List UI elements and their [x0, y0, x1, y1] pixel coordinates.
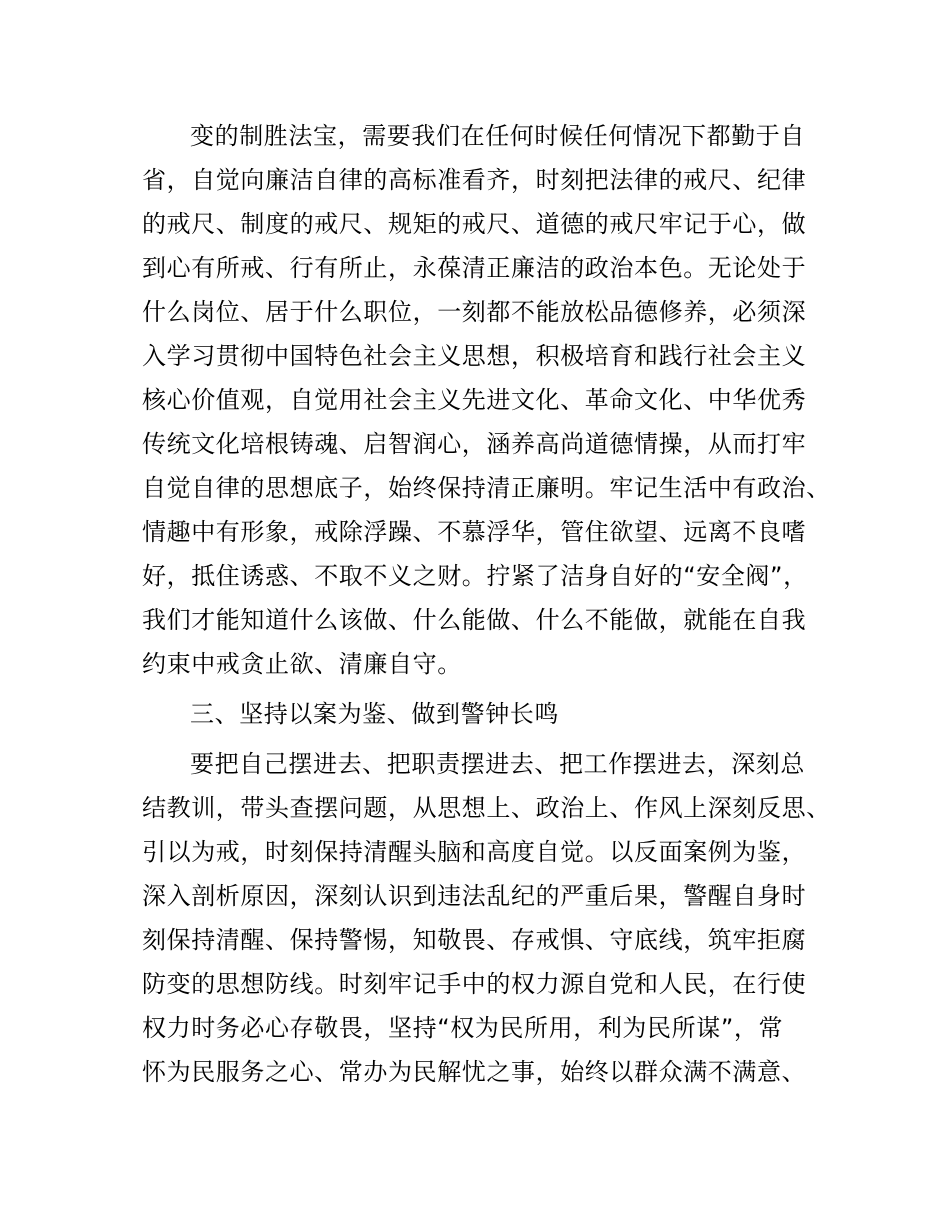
paragraph-line: 好，抵住诱惑、不取不义之财。拧紧了洁身自好的“安全阀”，: [142, 562, 808, 590]
paragraph-line: 到心有所戒、行有所止，永葆清正廉洁的政治本色。无论处于: [142, 254, 807, 282]
paragraph-line: 深入剖析原因，深刻认识到违法乱纪的严重后果，警醒自身时: [142, 882, 807, 910]
paragraph-line: 传统文化培根铸魂、启智润心，涵养高尚道德情操，从而打牢: [142, 430, 807, 458]
paragraph-line: 我们才能知道什么该做、什么能做、什么不能做，就能在自我: [142, 606, 807, 634]
paragraph-line: 怀为民服务之心、常办为民解忧之事，始终以群众满不满意、: [142, 1058, 807, 1086]
paragraph-line: 权力时务必心存敬畏，坚持“权为民所用，利为民所谋”，常: [142, 1014, 784, 1042]
paragraph-line: 情趣中有形象，戒除浮躁、不慕浮华，管住欲望、远离不良嗜: [142, 518, 807, 546]
paragraph-line: 什么岗位、居于什么职位，一刻都不能放松品德修养，必须深: [142, 298, 807, 326]
paragraph-line: 约束中戒贪止欲、清廉自守。: [142, 650, 462, 678]
paragraph-line: 变的制胜法宝，需要我们在任何时候任何情况下都勤于自: [190, 122, 805, 150]
paragraph-line: 引以为戒，时刻保持清醒头脑和高度自觉。以反面案例为鉴，: [142, 838, 807, 866]
paragraph-line: 刻保持清醒、保持警惕，知敬畏、存戒惧、守底线，筑牢拒腐: [142, 926, 807, 954]
paragraph-line: 的戒尺、制度的戒尺、规矩的戒尺、道德的戒尺牢记于心，做: [142, 210, 807, 238]
paragraph-line: 自觉自律的思想底子，始终保持清正廉明。牢记生活中有政治、: [142, 474, 831, 502]
section-heading: 三、坚持以案为鉴、做到警钟长鸣: [190, 700, 559, 728]
paragraph-line: 核心价值观，自觉用社会主义先进文化、革命文化、中华优秀: [142, 386, 807, 414]
paragraph-line: 防变的思想防线。时刻牢记手中的权力源自党和人民，在行使: [142, 970, 807, 998]
paragraph-line: 结教训，带头查摆问题，从思想上、政治上、作风上深刻反思、: [142, 794, 831, 822]
paragraph-line: 要把自己摆进去、把职责摆进去、把工作摆进去，深刻总: [190, 750, 805, 778]
paragraph-line: 省，自觉向廉洁自律的高标准看齐，时刻把法律的戒尺、纪律: [142, 166, 807, 194]
paragraph-line: 入学习贯彻中国特色社会主义思想，积极培育和践行社会主义: [142, 342, 807, 370]
